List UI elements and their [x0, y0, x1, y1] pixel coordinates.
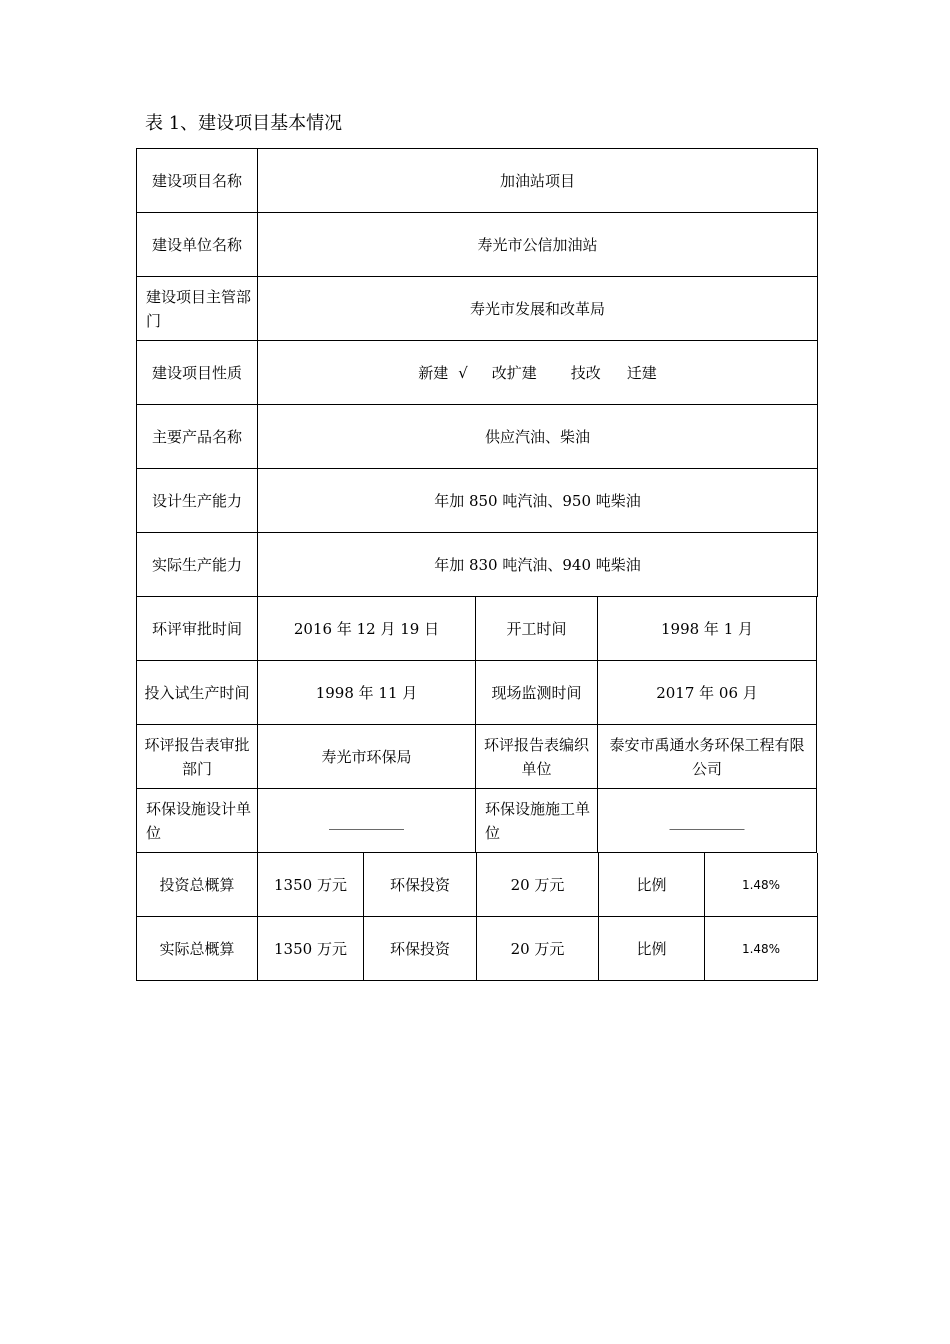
facility-design-value: __________ [258, 789, 476, 853]
table-row [137, 277, 818, 341]
nature-option-relocate: 迁建 [626, 363, 657, 382]
table-row [137, 597, 818, 661]
nature-option-upgrade: 技改 [570, 363, 601, 382]
env-invest-value: 20 万元 [477, 917, 599, 981]
budget-total-value: 1350 万元 [258, 853, 364, 917]
row-label: 建设项目主管部门 [137, 277, 258, 341]
env-invest-value: 20 万元 [477, 853, 599, 917]
ratio-value: 1.48% [705, 853, 818, 917]
eia-dept-value: 寿光市环保局 [258, 725, 476, 789]
actual-capacity-value: 年加 830 吨汽油、940 吨柴油 [258, 533, 818, 597]
table-row [137, 533, 818, 597]
actual-total-value: 1350 万元 [258, 917, 364, 981]
row-label: 建设项目性质 [137, 341, 258, 405]
project-name-value: 加油站项目 [258, 149, 818, 213]
table-row [137, 213, 818, 277]
row-label: 设计生产能力 [137, 469, 258, 533]
design-capacity-value: 年加 850 吨汽油、950 吨柴油 [258, 469, 818, 533]
row-label: 实际总概算 [137, 917, 258, 981]
table-row [137, 853, 818, 917]
row-label: 建设单位名称 [137, 213, 258, 277]
env-invest-label: 环保投资 [364, 917, 477, 981]
row-label: 环评报告表编织单位 [476, 725, 598, 789]
start-time-value: 1998 年 1 月 [598, 597, 817, 661]
table-caption: 表 1、建设项目基本情况 [145, 113, 343, 134]
row-label: 主要产品名称 [137, 405, 258, 469]
table-row [137, 341, 818, 405]
env-invest-label: 环保投资 [364, 853, 477, 917]
table-row [137, 469, 818, 533]
table-row [137, 661, 818, 725]
row-label: 投资总概算 [137, 853, 258, 917]
eia-time-value: 2016 年 12 月 19 日 [258, 597, 476, 661]
eia-compiler-value: 泰安市禹通水务环保工程有限公司 [598, 725, 817, 789]
authority-value: 寿光市发展和改革局 [258, 277, 818, 341]
table-row [137, 789, 818, 853]
row-label: 环评报告表审批部门 [137, 725, 258, 789]
table-row [137, 917, 818, 981]
row-label: 实际生产能力 [137, 533, 258, 597]
row-label: 现场监测时间 [476, 661, 598, 725]
table-row [137, 725, 818, 789]
products-value: 供应汽油、柴油 [258, 405, 818, 469]
row-label: 环保设施设计单位 [137, 789, 258, 853]
row-label: 环评审批时间 [137, 597, 258, 661]
table-row [137, 405, 818, 469]
facility-construction-value: __________ [598, 789, 817, 853]
nature-option-new: 新建 [418, 363, 449, 382]
row-label: 环保设施施工单位 [476, 789, 598, 853]
ratio-label: 比例 [599, 917, 705, 981]
table-row [137, 149, 818, 213]
row-label: 开工时间 [476, 597, 598, 661]
project-nature-options [258, 341, 818, 405]
ratio-label: 比例 [599, 853, 705, 917]
nature-option-expand: 改扩建 [491, 363, 537, 382]
nature-check-mark: √ [458, 363, 468, 382]
unit-name-value: 寿光市公信加油站 [258, 213, 818, 277]
ratio-value: 1.48% [705, 917, 818, 981]
monitor-time-value: 2017 年 06 月 [598, 661, 817, 725]
row-label: 投入试生产时间 [137, 661, 258, 725]
row-label: 建设项目名称 [137, 149, 258, 213]
project-info-table [136, 148, 818, 981]
trial-time-value: 1998 年 11 月 [258, 661, 476, 725]
